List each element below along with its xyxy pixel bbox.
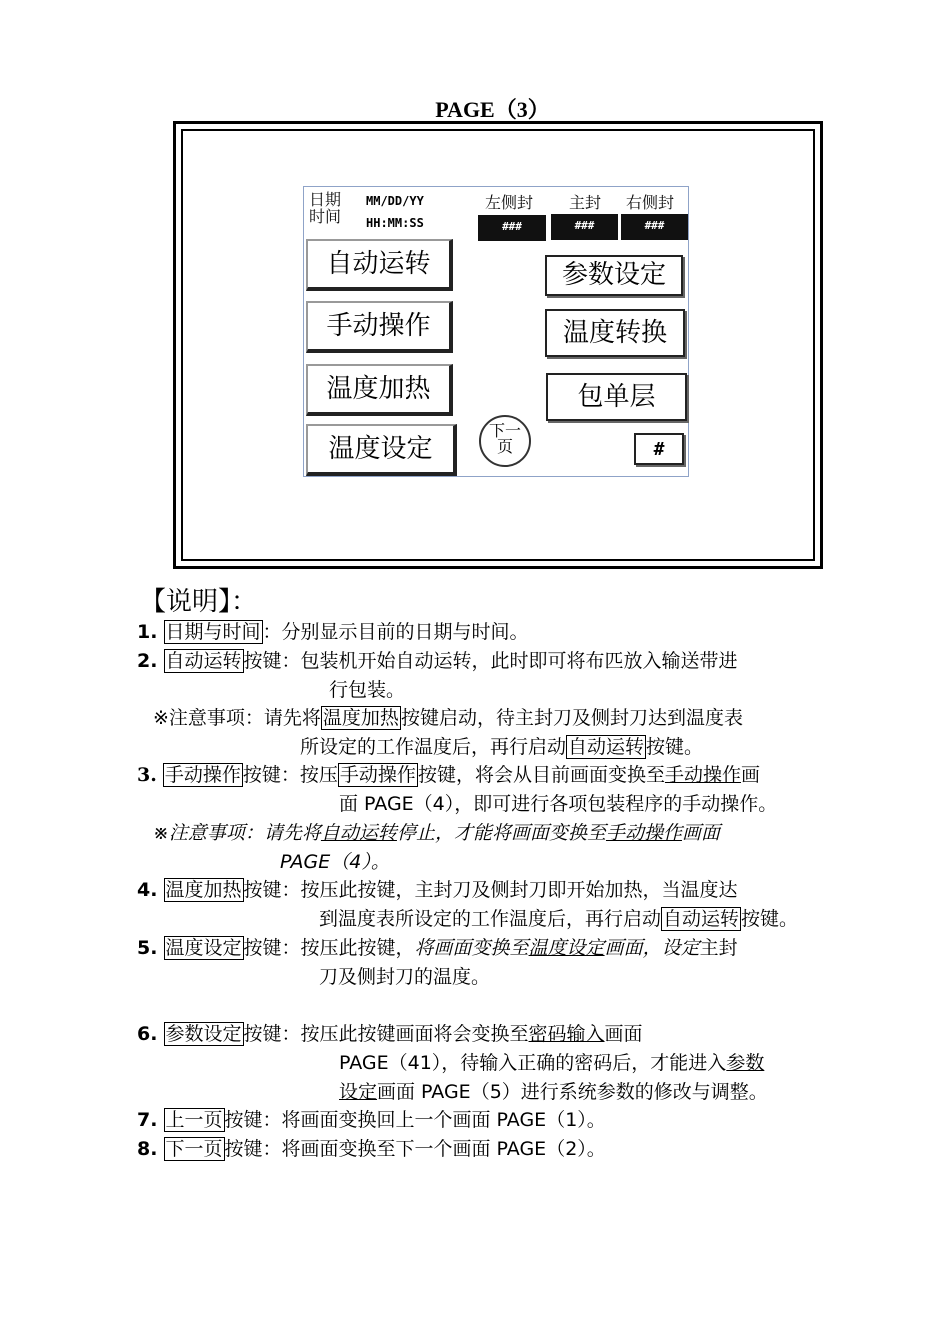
page-title: PAGE（3） [435,97,550,122]
date-label: 日期 [309,190,342,209]
note-2-caution-c: 所设定的工作温度后，再行启动 [300,736,567,758]
note-5-b: 主封 [699,937,738,959]
note-1-text: ：分别显示目前的日期与时间。 [262,621,529,643]
right-seal-value: ### [621,214,688,240]
note-6-l3: 画面 PAGE（5）进行系统参数的修改与调整。 [377,1081,768,1103]
note-6-line3 [339,1080,768,1104]
note-4 [137,878,738,902]
note-3-u: 手动操作 [664,764,741,786]
note-3-caution-a: ※注意事项：请先将 [153,822,321,844]
note-4-b: 到温度表所设定的工作温度后，再行启动 [319,908,662,930]
note-3-cont: 面 PAGE（4），即可进行各项包装程序的手动操作。 [339,793,778,815]
note-4-cont [319,907,798,931]
note-8-num: 8. [137,1138,158,1160]
note-6-l2: PAGE（41），待输入正确的密码后，才能进入 [339,1052,727,1074]
note-1-key: 日期与时间 [165,621,261,643]
note-6-key: 参数设定 [165,1023,242,1045]
note-7-text: 按键：将画面变换回上一个画面 PAGE（1）。 [224,1109,606,1131]
main-seal-header: 主封 [569,193,602,212]
note-2-num: 2. [137,650,158,672]
note-6 [137,1022,643,1046]
note-6-u2: 参数 [726,1052,765,1074]
note-5-key: 温度设定 [165,937,242,959]
note-3-key: 手动操作 [164,764,241,786]
note-3-caution-u1: 自动运转 [320,822,397,844]
left-seal-header: 左侧封 [485,193,534,212]
note-8-key: 下一页 [165,1138,223,1160]
note-4-key: 温度加热 [165,879,242,901]
date-format: MM/DD/YY [366,194,424,208]
note-2-caution-a: ※注意事项：请先将 [153,707,321,729]
manual-operation-button[interactable]: 手动操作 [306,301,453,353]
note-1 [137,620,529,644]
note-5-it1: 将画面变换至 [414,937,529,959]
temp-setting-button[interactable]: 温度设定 [306,424,457,476]
next-page-label-top: 下一 [488,421,521,440]
left-seal-value: ### [478,215,546,241]
note-6-a: 按键：按压此按键画面将会变换至 [243,1023,529,1045]
note-5-cont: 刀及侧封刀的温度。 [319,966,491,988]
note-8 [137,1137,606,1161]
parameter-setting-button[interactable]: 参数设定 [545,255,683,296]
note-3-caution-b: 停止，才能将画面变换至 [396,822,606,844]
note-4-num: 4. [137,879,158,901]
note-5-a: 按键：按压此按键， [243,937,415,959]
note-2-text: 按键：包装机开始自动运转，此时即可将布匹放入输送带进 [243,650,738,672]
note-3-caution-u2: 手动操作 [605,822,682,844]
note-2-caution-d: 按键。 [646,736,704,758]
note-6-num: 6. [137,1023,158,1045]
note-3-caution-c: 画面 [681,822,720,844]
note-3-caution [153,821,720,845]
note-7 [137,1108,606,1132]
note-3-num: 3. [137,764,157,786]
note-6-line2 [339,1051,764,1075]
note-2-key: 自动运转 [165,650,242,672]
note-3-caution-cont: PAGE（4）。 [280,851,390,873]
note-5-num: 5. [137,937,158,959]
note-1-num: 1. [137,621,158,643]
notes-heading: 【说明】： [140,587,258,617]
note-3-b: 按键，将会从目前画面变换至 [417,764,665,786]
note-2-caution-key2: 自动运转 [568,736,645,758]
note-2-caution [153,706,743,730]
note-3-a: 按键：按压 [242,764,338,786]
note-2-caution-b: 按键启动，待主封刀及侧封刀达到温度表 [400,707,743,729]
main-seal-value: ### [551,214,618,240]
note-6-b: 画面 [604,1023,643,1045]
note-3-c: 画 [740,764,760,786]
note-4-a: 按键：按压此按键，主封刀及侧封刀即开始加热，当温度达 [243,879,738,901]
temp-conversion-button[interactable]: 温度转换 [545,309,685,357]
note-7-key: 上一页 [165,1109,223,1131]
time-label: 时间 [309,207,342,226]
temp-heating-button[interactable]: 温度加热 [306,364,453,416]
note-4-key2: 自动运转 [663,908,740,930]
note-2-caution-cont [300,735,703,759]
next-page-button[interactable] [479,415,531,467]
right-seal-header: 右侧封 [626,193,675,212]
note-6-u: 密码输入 [528,1023,605,1045]
hmi-screen [303,186,689,477]
note-4-c: 按键。 [741,908,799,930]
next-page-label-bottom: 页 [496,437,513,456]
note-2-cont: 行包装。 [329,679,406,701]
note-3-key2: 手动操作 [339,764,416,786]
note-2 [137,649,738,673]
single-layer-button[interactable]: 包单层 [546,373,687,421]
note-8-text: 按键：将画面变换至下一个画面 PAGE（2）。 [224,1138,606,1160]
note-3 [137,763,760,787]
note-7-num: 7. [137,1109,158,1131]
hash-button[interactable]: # [634,433,684,465]
note-5 [137,936,738,960]
note-5-u: 温度设定 [528,937,605,959]
note-5-it2: 画面，设定 [604,937,700,959]
auto-run-button[interactable]: 自动运转 [306,239,453,291]
time-format: HH:MM:SS [366,216,424,230]
note-2-caution-key: 温度加热 [322,707,399,729]
note-6-u3: 设定 [339,1081,378,1103]
